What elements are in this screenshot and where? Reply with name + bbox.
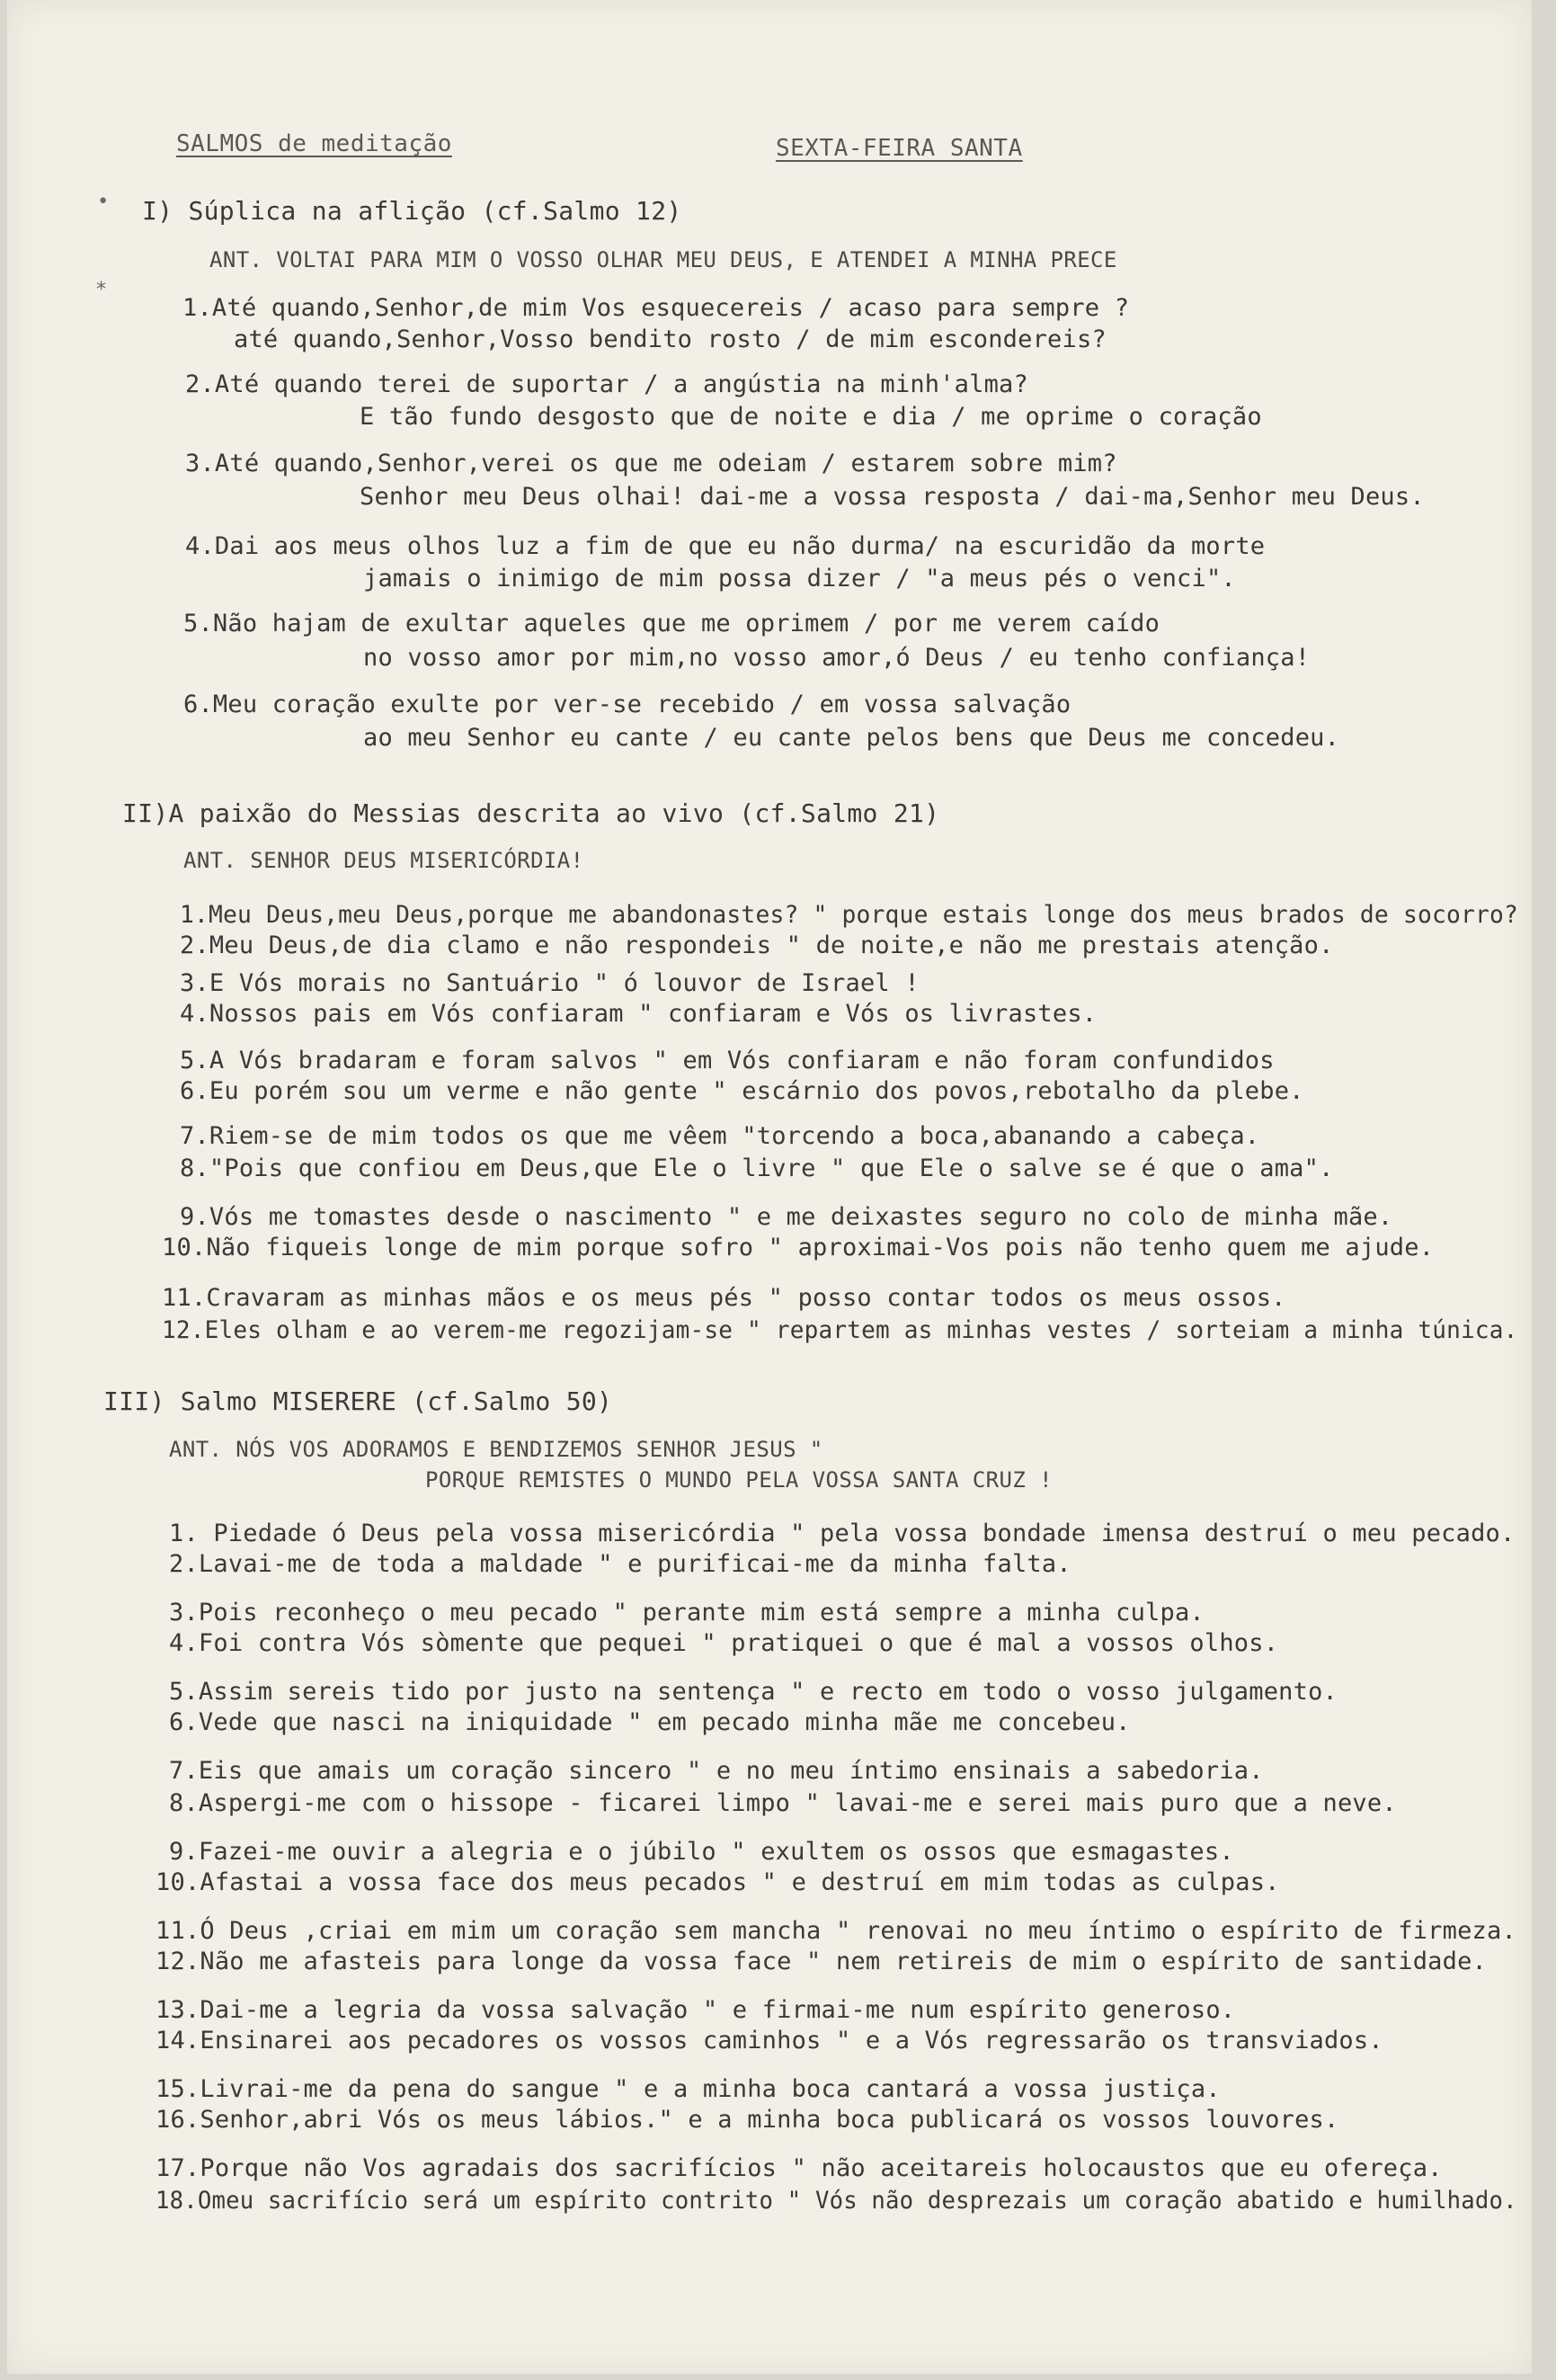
psalm21-line-2: 2.Meu Deus,de dia clamo e não respondeis " de noite,e não me prestais atenção. bbox=[180, 931, 1334, 959]
psalm21-line-12: 12.Eles olham e ao verem-me regozijam-se " repartem as minhas vestes / sorteiam a minha túnica. bbox=[162, 1316, 1518, 1344]
verse-2b: E tão fundo desgosto que de noite e dia / me oprime o coração bbox=[360, 403, 1262, 431]
psalm21-line-4: 4.Nossos pais em Vós confiaram " confiaram e Vós os livrastes. bbox=[180, 1000, 1098, 1028]
psalm50-line-14: 14.Ensinarei aos pecadores os vossos caminhos " e a Vós regressarão os transviados. bbox=[156, 2027, 1383, 2055]
verse-1b: até quando,Senhor,Vosso bendito rosto / de mim escondereis? bbox=[234, 325, 1107, 353]
verse-6b: ao meu Senhor eu cante / eu cante pelos bens que Deus me concedeu. bbox=[363, 724, 1340, 752]
psalm50-line-8: 8.Aspergi-me com o hissope - ficarei limpo " lavai-me e serei mais puro que a neve. bbox=[169, 1789, 1397, 1817]
psalm50-line-3: 3.Pois reconheço o meu pecado " perante mim está sempre a minha culpa. bbox=[169, 1599, 1205, 1627]
verse-5a: 5.Não hajam de exultar aqueles que me oprimem / por me verem caído bbox=[183, 610, 1160, 637]
section-3-title: III) Salmo MISERERE (cf.Salmo 50) bbox=[103, 1386, 613, 1416]
psalm50-line-15: 15.Livrai-me da pena do sangue " e a minha boca cantará a vossa justiça. bbox=[156, 2075, 1221, 2103]
verse-2a: 2.Até quando terei de suportar / a angústia na minh'alma? bbox=[185, 370, 1028, 398]
verse-4a: 4.Dai aos meus olhos luz a fim de que eu não durma/ na escuridão da morte bbox=[185, 532, 1266, 560]
psalm21-line-5: 5.A Vós bradaram e foram salvos " em Vós confiaram e não foram confundidos bbox=[180, 1047, 1275, 1074]
psalm21-line-6: 6.Eu porém sou um verme e não gente " escárnio dos povos,rebotalho da plebe. bbox=[180, 1077, 1304, 1105]
psalm50-line-18: 18.Omeu sacrifício será um espírito contrito " Vós não desprezais um coração abatido e humilhado. bbox=[156, 2187, 1517, 2215]
verse-4b: jamais o inimigo de mim possa dizer / "a meus pés o venci". bbox=[363, 565, 1236, 593]
margin-star: * bbox=[95, 279, 108, 301]
psalm50-line-12: 12.Não me afasteis para longe da vossa face " nem retireis de mim o espírito de santidade. bbox=[156, 1948, 1487, 1975]
section-1-antiphon: ANT. VOLTAI PARA MIM O VOSSO OLHAR MEU DEUS, E ATENDEI A MINHA PRECE bbox=[209, 247, 1117, 272]
section-1-title: I) Súplica na aflição (cf.Salmo 12) bbox=[142, 196, 682, 226]
psalm21-line-10: 10.Não fiqueis longe de mim porque sofro " aproximai-Vos pois não tenho quem me ajude. bbox=[162, 1234, 1435, 1261]
verse-6a: 6.Meu coração exulte por ver-se recebido / em vossa salvação bbox=[183, 691, 1071, 718]
psalm21-line-9: 9.Vós me tomastes desde o nascimento " e me deixastes seguro no colo de minha mãe. bbox=[180, 1203, 1393, 1231]
psalm50-line-9: 9.Fazei-me ouvir a alegria e o júbilo " exultem os ossos que esmagastes. bbox=[169, 1838, 1234, 1866]
verse-3b: Senhor meu Deus olhai! dai-me a vossa resposta / dai-ma,Senhor meu Deus. bbox=[360, 483, 1425, 511]
section-2-antiphon: ANT. SENHOR DEUS MISERICÓRDIA! bbox=[183, 848, 584, 873]
psalm21-line-3: 3.E Vós morais no Santuário " ó louvor de Israel ! bbox=[180, 969, 920, 997]
verse-3a: 3.Até quando,Senhor,verei os que me odeiam / estarem sobre mim? bbox=[185, 450, 1117, 477]
verse-5b: no vosso amor por mim,no vosso amor,ó Deus / eu tenho confiança! bbox=[363, 644, 1311, 672]
section-3-antiphon-2: PORQUE REMISTES O MUNDO PELA VOSSA SANTA CRUZ ! bbox=[425, 1467, 1053, 1493]
section-3-antiphon: ANT. NÓS VOS ADORAMOS E BENDIZEMOS SENHOR JESUS " bbox=[169, 1437, 823, 1462]
document-page bbox=[7, 0, 1532, 2374]
psalm21-line-1: 1.Meu Deus,meu Deus,porque me abandonastes? " porque estais longe dos meus brados de socorro? bbox=[180, 901, 1519, 929]
psalm21-line-7: 7.Riem-se de mim todos os que me vêem "torcendo a boca,abanando a cabeça. bbox=[180, 1122, 1260, 1150]
psalm50-line-2: 2.Lavai-me de toda a maldade " e purificai-me da minha falta. bbox=[169, 1550, 1071, 1578]
psalm21-line-11: 11.Cravaram as minhas mãos e os meus pés " posso contar todos os meus ossos. bbox=[162, 1284, 1286, 1312]
psalm50-line-10: 10.Afastai a vossa face dos meus pecados " e destruí em mim todas as culpas. bbox=[156, 1868, 1280, 1896]
header-left: SALMOS de meditação bbox=[176, 130, 452, 157]
verse-1a: 1.Até quando,Senhor,de mim Vos esquecereis / acaso para sempre ? bbox=[182, 294, 1130, 322]
psalm50-line-4: 4.Foi contra Vós sòmente que pequei " pratiquei o que é mal a vossos olhos. bbox=[169, 1629, 1279, 1657]
psalm50-line-13: 13.Dai-me a legria da vossa salvação " e firmai-me num espírito generoso. bbox=[156, 1996, 1236, 2024]
psalm50-line-16: 16.Senhor,abri Vós os meus lábios." e a minha boca publicará os vossos louvores. bbox=[156, 2106, 1339, 2134]
psalm50-line-7: 7.Eis que amais um coração sincero " e no meu íntimo ensinais a sabedoria. bbox=[169, 1757, 1264, 1785]
header-right: SEXTA-FEIRA SANTA bbox=[776, 135, 1023, 162]
psalm50-line-5: 5.Assim sereis tido por justo na sentença " e recto em todo o vosso julgamento. bbox=[169, 1678, 1338, 1706]
margin-bullet: • bbox=[97, 191, 110, 213]
section-2-title: II)A paixão do Messias descrita ao vivo (cf.Salmo 21) bbox=[122, 798, 940, 828]
psalm50-line-1: 1. Piedade ó Deus pela vossa misericórdia " pela vossa bondade imensa destruí o meu pecado. bbox=[169, 1520, 1516, 1547]
psalm50-line-17: 17.Porque não Vos agradais dos sacrifícios " não aceitareis holocaustos que eu ofereça. bbox=[156, 2154, 1443, 2182]
psalm21-line-8: 8."Pois que confiou em Deus,que Ele o livre " que Ele o salve se é que o ama". bbox=[180, 1154, 1334, 1182]
psalm50-line-6: 6.Vede que nasci na iniquidade " em pecado minha mãe me concebeu. bbox=[169, 1708, 1131, 1736]
psalm50-line-11: 11.Ó Deus ,criai em mim um coração sem mancha " renovai no meu íntimo o espírito de firmeza. bbox=[156, 1917, 1516, 1945]
